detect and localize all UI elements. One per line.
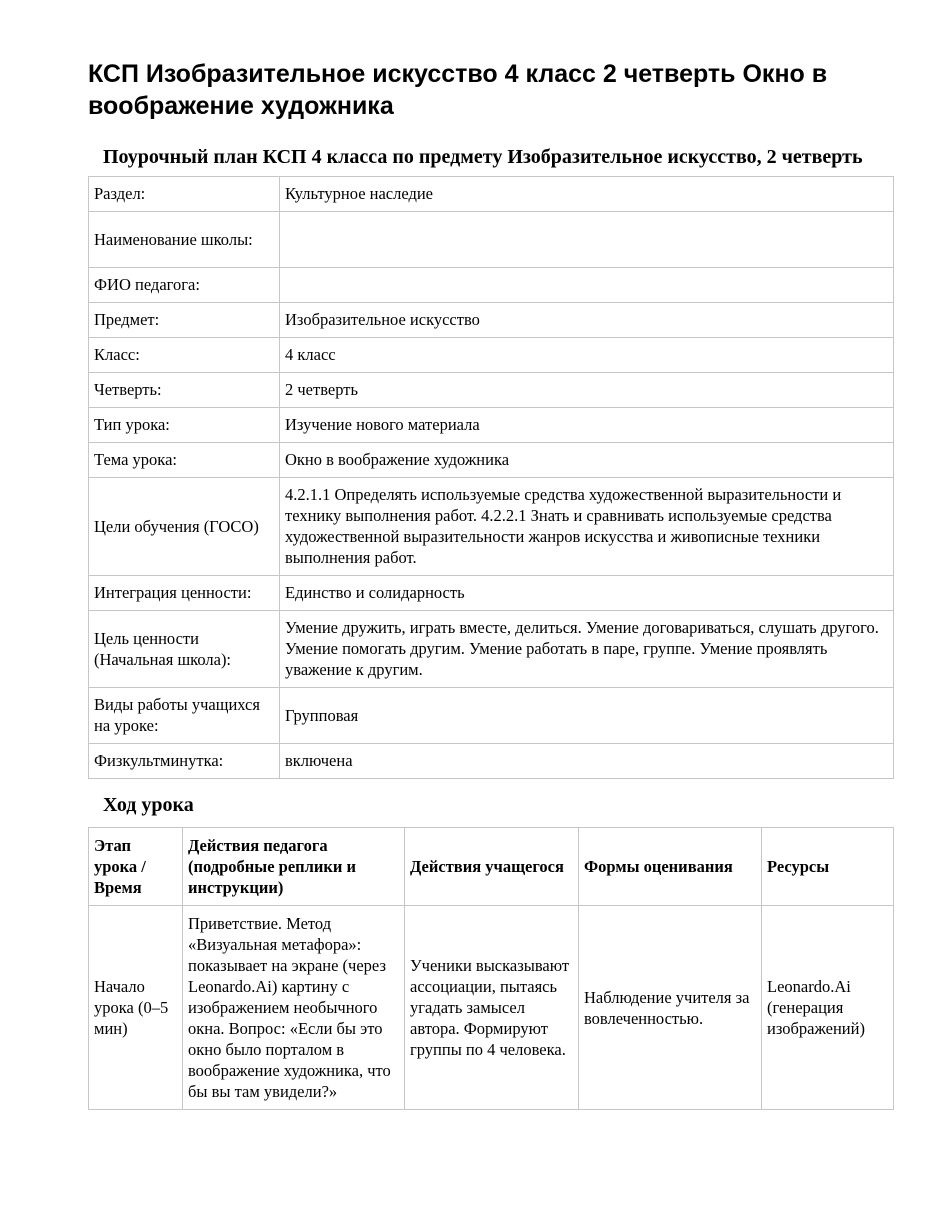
- info-value: Окно в воображение художника: [280, 443, 894, 478]
- table-row: [89, 268, 894, 303]
- document-title: КСП Изобразительное искусство 4 класс 2 четверть Окно в воображение художника: [88, 60, 828, 120]
- lesson-flow-table: [88, 827, 894, 1110]
- info-value: Культурное наследие: [280, 177, 894, 212]
- column-header-stage: Этап урока / Время: [89, 828, 183, 906]
- resources-cell: Leonardo.Ai (генерация изображений): [762, 906, 894, 1110]
- table-row: [89, 906, 894, 1110]
- table-row: [89, 688, 894, 744]
- column-header-teacher-actions: Действия педагога (подробные реплики и инструкции): [183, 828, 405, 906]
- info-value: 4.2.1.1 Определять используемые средства художественной выразительности и технику выполнения работ. 4.2.2.1 Знать и сравнивать используемые средства художественной выразительности жанров искусства и живописные техники выполнения работ.: [280, 478, 894, 576]
- info-label: Предмет:: [89, 303, 280, 338]
- lesson-flow-heading: Ход урока: [103, 794, 194, 816]
- document-page: [88, 58, 893, 1110]
- student-actions-cell: Ученики высказывают ассоциации, пытаясь угадать замысел автора. Формируют группы по 4 человека.: [405, 906, 579, 1110]
- table-row: [89, 373, 894, 408]
- info-label: Тип урока:: [89, 408, 280, 443]
- document-subtitle: Поурочный план КСП 4 класса по предмету Изобразительное искусство, 2 четверть: [103, 146, 863, 168]
- info-value: Единство и солидарность: [280, 576, 894, 611]
- table-row: [89, 576, 894, 611]
- info-value: Умение дружить, играть вместе, делиться. Умение договариваться, слушать другого. Умение помогать другим. Умение работать в паре, группе. Умение проявлять уважение к другим.: [280, 611, 894, 688]
- info-value: Изобразительное искусство: [280, 303, 894, 338]
- info-label: Наименование школы:: [89, 212, 280, 268]
- table-row: [89, 611, 894, 688]
- info-value: 4 класс: [280, 338, 894, 373]
- info-value: включена: [280, 744, 894, 779]
- table-row: [89, 408, 894, 443]
- lesson-info-table: [88, 176, 894, 779]
- info-label: Цель ценности (Начальная школа):: [89, 611, 280, 688]
- info-value: Изучение нового материала: [280, 408, 894, 443]
- column-header-assessment: Формы оценивания: [579, 828, 762, 906]
- table-row: [89, 212, 894, 268]
- teacher-actions-cell: Приветствие. Метод «Визуальная метафора»: показывает на экране (через Leonardo.Ai) картину с изображением необычного окна. Вопрос: «Если бы это окно было порталом в воображение художника, что бы вы там увидели?»: [183, 906, 405, 1110]
- info-label: ФИО педагога:: [89, 268, 280, 303]
- table-row: [89, 478, 894, 576]
- table-row: [89, 338, 894, 373]
- table-row: [89, 744, 894, 779]
- info-value: [280, 268, 894, 303]
- table-row: [89, 177, 894, 212]
- stage-cell: Начало урока (0–5 мин): [89, 906, 183, 1110]
- info-value: [280, 212, 894, 268]
- table-row: [89, 303, 894, 338]
- info-label: Виды работы учащихся на уроке:: [89, 688, 280, 744]
- assessment-cell: Наблюдение учителя за вовлеченностью.: [579, 906, 762, 1110]
- info-label: Цели обучения (ГОСО): [89, 478, 280, 576]
- info-value: 2 четверть: [280, 373, 894, 408]
- column-header-student-actions: Действия учащегося: [405, 828, 579, 906]
- table-row: [89, 443, 894, 478]
- info-label: Класс:: [89, 338, 280, 373]
- info-label: Интеграция ценности:: [89, 576, 280, 611]
- info-label: Физкультминутка:: [89, 744, 280, 779]
- info-label: Тема урока:: [89, 443, 280, 478]
- column-header-resources: Ресурсы: [762, 828, 894, 906]
- table-header-row: [89, 828, 894, 906]
- info-label: Раздел:: [89, 177, 280, 212]
- info-label: Четверть:: [89, 373, 280, 408]
- info-value: Групповая: [280, 688, 894, 744]
